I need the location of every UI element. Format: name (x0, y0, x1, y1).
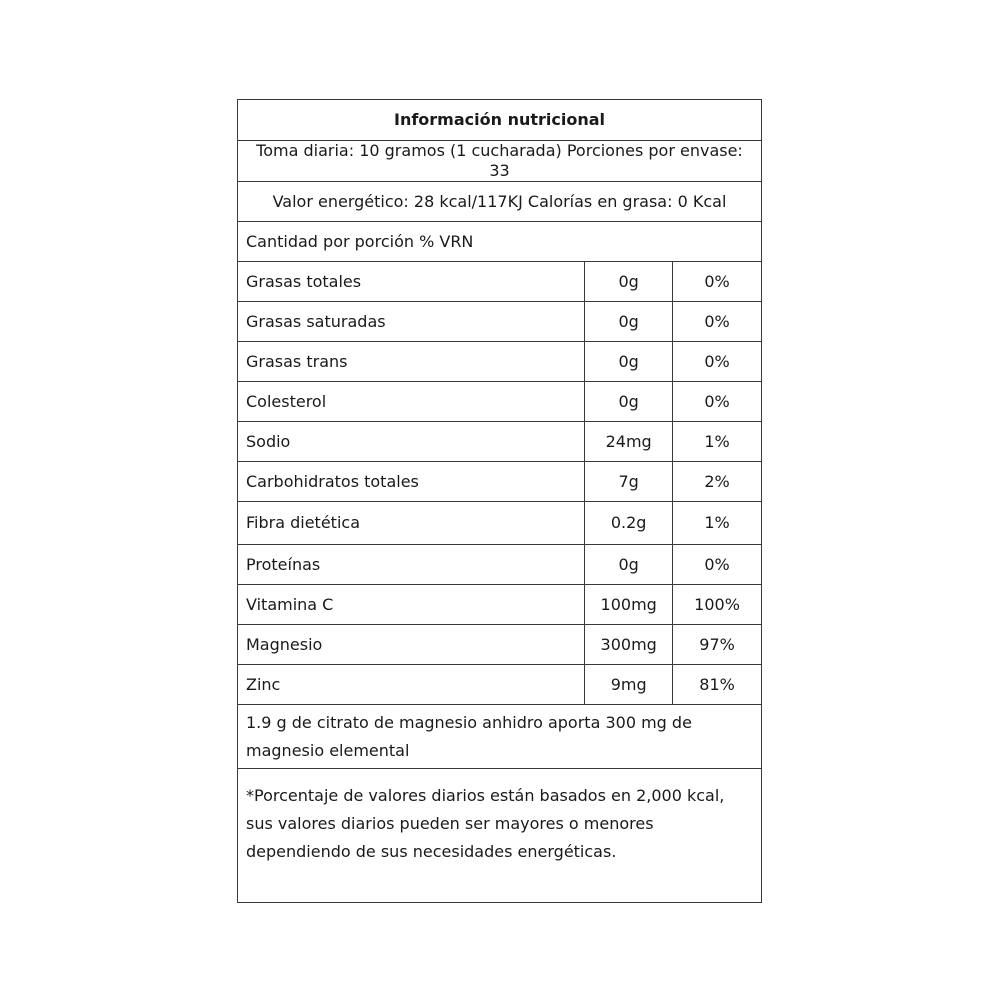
nutrient-name: Carbohidratos totales (238, 462, 585, 502)
title-row (238, 100, 762, 141)
nutrient-percent: 0% (673, 545, 762, 585)
nutrient-row (238, 545, 762, 585)
nutrient-row (238, 302, 762, 342)
nutrient-amount: 300mg (585, 625, 673, 665)
nutrient-amount: 7g (585, 462, 673, 502)
nutrient-row (238, 585, 762, 625)
nutrient-name: Vitamina C (238, 585, 585, 625)
energy-info: Valor energético: 28 kcal/117KJ Calorías en grasa: 0 Kcal (238, 182, 762, 222)
nutrient-name: Colesterol (238, 382, 585, 422)
nutrient-amount: 0g (585, 302, 673, 342)
nutrient-row (238, 502, 762, 545)
nutrient-name: Grasas trans (238, 342, 585, 382)
nutrient-percent: 1% (673, 422, 762, 462)
nutrient-percent: 81% (673, 665, 762, 705)
nutrition-facts-table (237, 99, 762, 903)
nutrient-row (238, 262, 762, 302)
nutrient-amount: 0g (585, 382, 673, 422)
nutrient-percent: 1% (673, 502, 762, 545)
nutrient-amount: 0g (585, 262, 673, 302)
nutrient-percent: 0% (673, 302, 762, 342)
nutrient-name: Grasas totales (238, 262, 585, 302)
serving-info-row (238, 141, 762, 182)
nutrient-amount: 9mg (585, 665, 673, 705)
nutrient-row (238, 382, 762, 422)
nutrient-percent: 0% (673, 342, 762, 382)
nutrient-row (238, 665, 762, 705)
nutrient-name: Zinc (238, 665, 585, 705)
magnesium-note-row (238, 705, 762, 769)
nutrient-name: Fibra dietética (238, 502, 585, 545)
nutrient-row (238, 625, 762, 665)
nutrient-percent: 0% (673, 382, 762, 422)
nutrient-row (238, 342, 762, 382)
nutrient-percent: 100% (673, 585, 762, 625)
nutrient-row (238, 462, 762, 502)
footnote-row (238, 769, 762, 903)
nutrient-percent: 97% (673, 625, 762, 665)
nutrient-name: Magnesio (238, 625, 585, 665)
amount-header-row (238, 222, 762, 262)
nutrient-percent: 2% (673, 462, 762, 502)
nutrient-amount: 0.2g (585, 502, 673, 545)
nutrient-percent: 0% (673, 262, 762, 302)
nutrient-name: Proteínas (238, 545, 585, 585)
nutrient-amount: 24mg (585, 422, 673, 462)
nutrient-row (238, 422, 762, 462)
energy-info-row (238, 182, 762, 222)
magnesium-note: 1.9 g de citrato de magnesio anhidro aporta 300 mg de magnesio elemental (238, 705, 762, 769)
daily-values-footnote: *Porcentaje de valores diarios están basados en 2,000 kcal, sus valores diarios pueden ser mayores o menores dependiendo de sus necesidades energéticas. (238, 769, 762, 903)
nutrient-name: Grasas saturadas (238, 302, 585, 342)
table-title: Información nutricional (238, 100, 762, 141)
nutrient-amount: 0g (585, 545, 673, 585)
nutrient-amount: 0g (585, 342, 673, 382)
serving-info: Toma diaria: 10 gramos (1 cucharada) Porciones por envase: 33 (238, 141, 762, 182)
amount-header: Cantidad por porción % VRN (238, 222, 762, 262)
nutrient-amount: 100mg (585, 585, 673, 625)
nutrient-name: Sodio (238, 422, 585, 462)
